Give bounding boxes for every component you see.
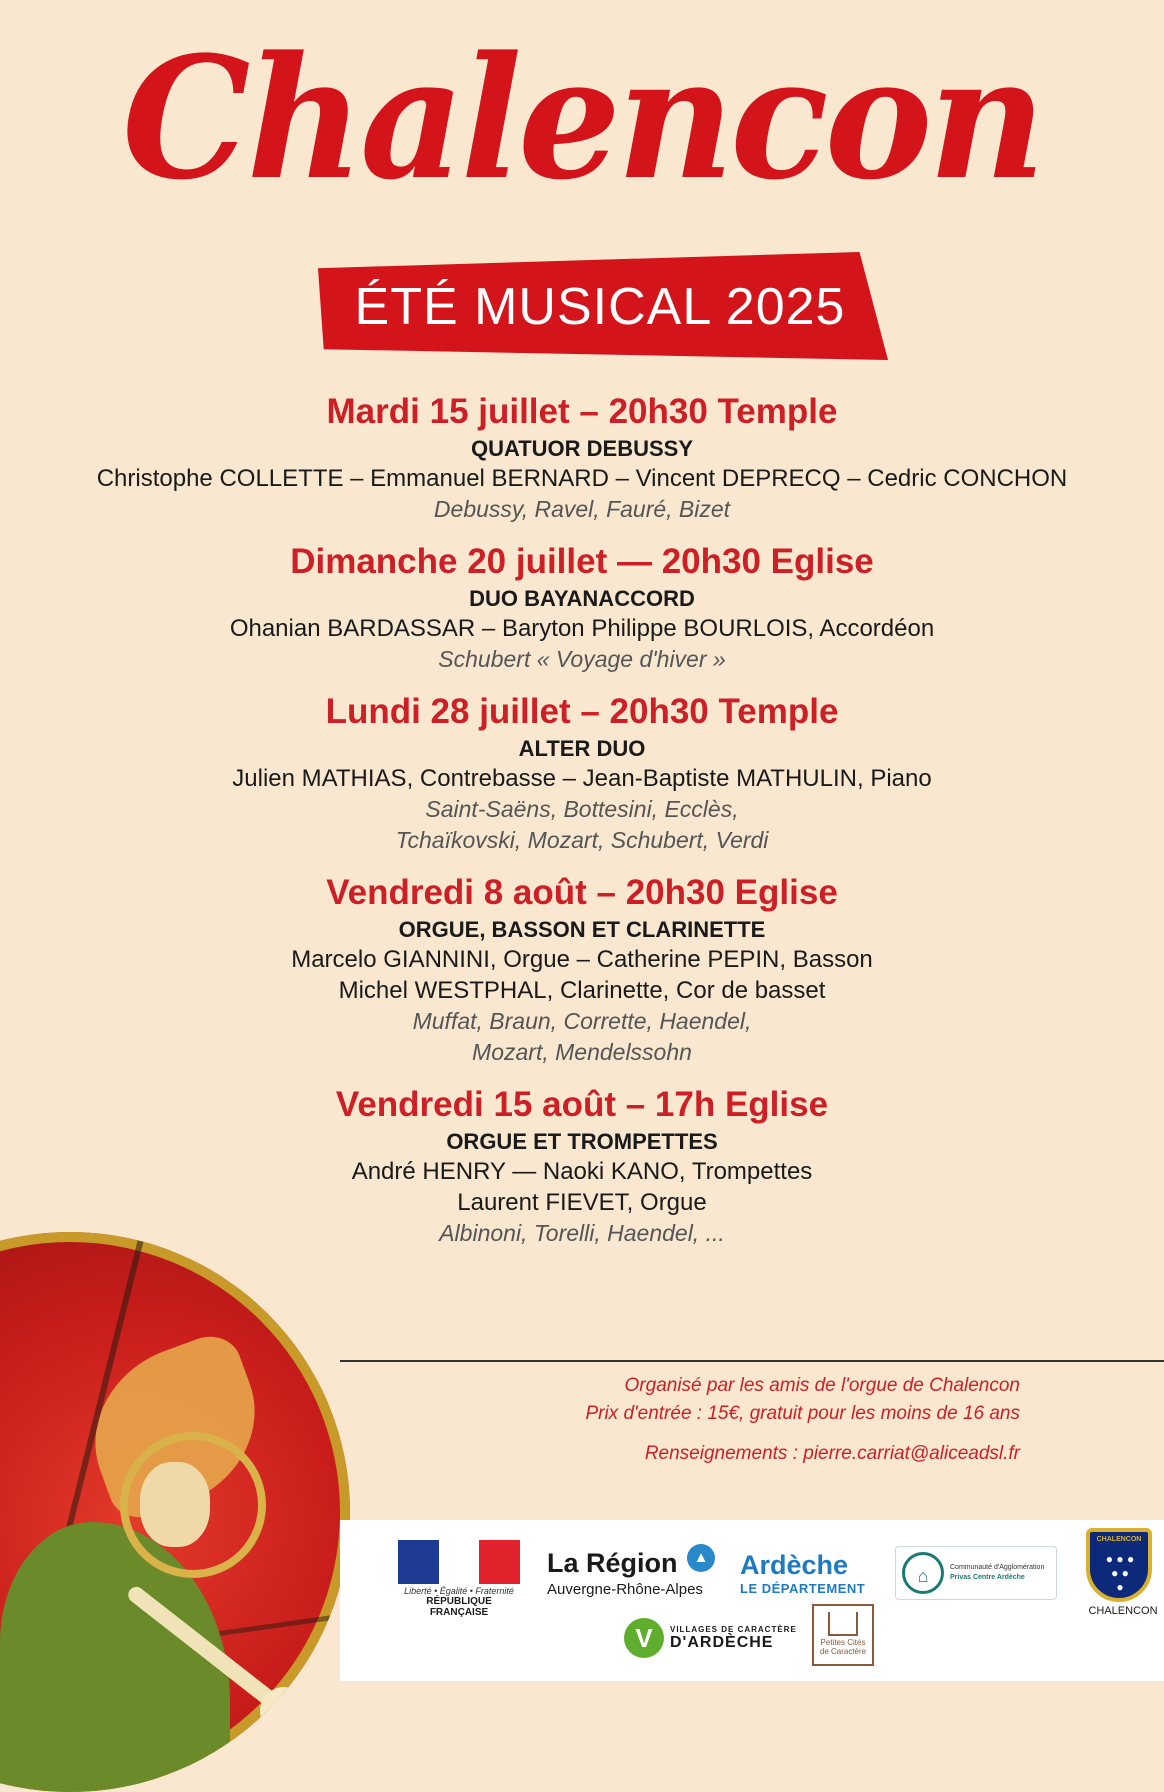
event-performers: Michel WESTPHAL, Clarinette, Cor de basset — [338, 977, 826, 1004]
crest-icon — [1086, 1528, 1152, 1602]
event-1 — [40, 390, 1124, 525]
event-date: Lundi 28 juillet – 20h30 Temple — [325, 692, 839, 731]
event-ensemble: QUATUOR DEBUSSY — [470, 436, 694, 461]
event-date: Vendredi 8 août – 20h30 Eglise — [326, 873, 838, 912]
event-composers: Mozart, Mendelssohn — [472, 1039, 692, 1065]
region-logo — [547, 1548, 727, 1598]
agglomeration-mark-icon: ⌂ — [902, 1552, 944, 1594]
villages-line2: D'ARDÈCHE — [670, 1633, 774, 1651]
agglomeration-line1: Communauté d'Agglomération — [950, 1564, 1045, 1571]
crest-band: CHALENCON — [1096, 1536, 1142, 1543]
petites-cites-line1: Petites Cités — [820, 1638, 866, 1647]
agglomeration-line2: Privas Centre Ardèche — [950, 1574, 1025, 1581]
event-3 — [40, 690, 1124, 856]
sponsor-bar — [340, 1520, 1164, 1681]
separator-line — [340, 1360, 1164, 1362]
event-composers: Debussy, Ravel, Fauré, Bizet — [433, 496, 731, 522]
event-ensemble: ORGUE, BASSON ET CLARINETTE — [398, 917, 766, 942]
crest-label: CHALENCON — [1088, 1605, 1158, 1617]
villages-caractere-logo — [624, 1618, 797, 1658]
chalencon-crest-logo — [1086, 1528, 1160, 1617]
petites-cites-logo — [812, 1604, 874, 1666]
stained-glass-angel-image — [0, 1232, 350, 1792]
event-date: Mardi 15 juillet – 20h30 Temple — [326, 392, 838, 431]
event-performers: Laurent FIEVET, Orgue — [457, 1189, 707, 1216]
event-date: Dimanche 20 juillet — 20h30 Eglise — [290, 542, 874, 581]
crest-bezants-icon: ● ● ● ● ● ● — [1105, 1552, 1135, 1594]
ardeche-name: Ardèche — [740, 1550, 849, 1580]
agglomeration-logo — [895, 1546, 1057, 1600]
event-date: Vendredi 15 août – 17h Eglise — [335, 1085, 829, 1124]
event-composers: Albinoni, Torelli, Haendel, ... — [439, 1220, 725, 1246]
villages-v-icon: V — [624, 1618, 664, 1658]
poster-title: Chalencon — [122, 19, 1042, 217]
angel-face — [140, 1462, 210, 1547]
banner-text: ÉTÉ MUSICAL 2025 — [354, 278, 846, 336]
practical-info — [340, 1372, 1020, 1468]
trumpet-bell — [260, 1687, 308, 1735]
house-icon — [828, 1612, 858, 1636]
event-2 — [40, 540, 1124, 675]
event-composers: Saint-Saëns, Bottesini, Ecclès, — [425, 796, 739, 822]
price-text: Prix d'entrée : 15€, gratuit pour les moins de 16 ans — [585, 1403, 1020, 1424]
event-composers: Schubert « Voyage d'hiver » — [438, 646, 726, 672]
event-ensemble: ORGUE ET TROMPETTES — [446, 1129, 718, 1154]
french-flag-icon — [398, 1540, 520, 1584]
organizer-text: Organisé par les amis de l'orgue de Chalencon — [624, 1375, 1020, 1396]
event-performers: Marcelo GIANNINI, Orgue – Catherine PEPIN, Basson — [291, 946, 873, 973]
region-sub: Auvergne-Rhône-Alpes — [547, 1581, 703, 1598]
event-composers: Tchaïkovski, Mozart, Schubert, Verdi — [395, 827, 769, 853]
event-4 — [40, 871, 1124, 1068]
event-performers: Julien MATHIAS, Contrebasse – Jean-Baptiste MATHULIN, Piano — [232, 765, 932, 792]
concert-program — [40, 390, 1124, 1264]
event-ensemble: DUO BAYANACCORD — [469, 586, 695, 611]
contact-text: Renseignements : pierre.carriat@aliceadsl.fr — [644, 1443, 1020, 1464]
event-performers: André HENRY — Naoki KANO, Trompettes — [351, 1158, 813, 1185]
petites-cites-line2: de Caractère — [819, 1647, 867, 1656]
event-composers: Muffat, Braun, Corrette, Haendel, — [412, 1008, 752, 1034]
ardeche-sub: LE DÉPARTEMENT — [740, 1581, 866, 1596]
event-performers: Ohanian BARDASSAR – Baryton Philippe BOURLOIS, Accordéon — [229, 615, 935, 642]
republique-name: RÉPUBLIQUE FRANÇAISE — [426, 1596, 492, 1618]
event-performers: Christophe COLLETTE – Emmanuel BERNARD – Vincent DEPRECQ – Cedric CONCHON — [96, 465, 1068, 492]
ardeche-logo — [740, 1550, 880, 1596]
region-mountain-icon: ▲ — [687, 1544, 715, 1572]
region-name: La Région — [547, 1548, 678, 1578]
republique-francaise-logo — [398, 1540, 520, 1618]
event-ensemble: ALTER DUO — [518, 736, 646, 761]
republique-motto: Liberté • Égalité • Fraternité — [404, 1586, 514, 1596]
villages-line1: VILLAGES DE CARACTÈRE — [670, 1624, 797, 1634]
event-5 — [40, 1083, 1124, 1249]
